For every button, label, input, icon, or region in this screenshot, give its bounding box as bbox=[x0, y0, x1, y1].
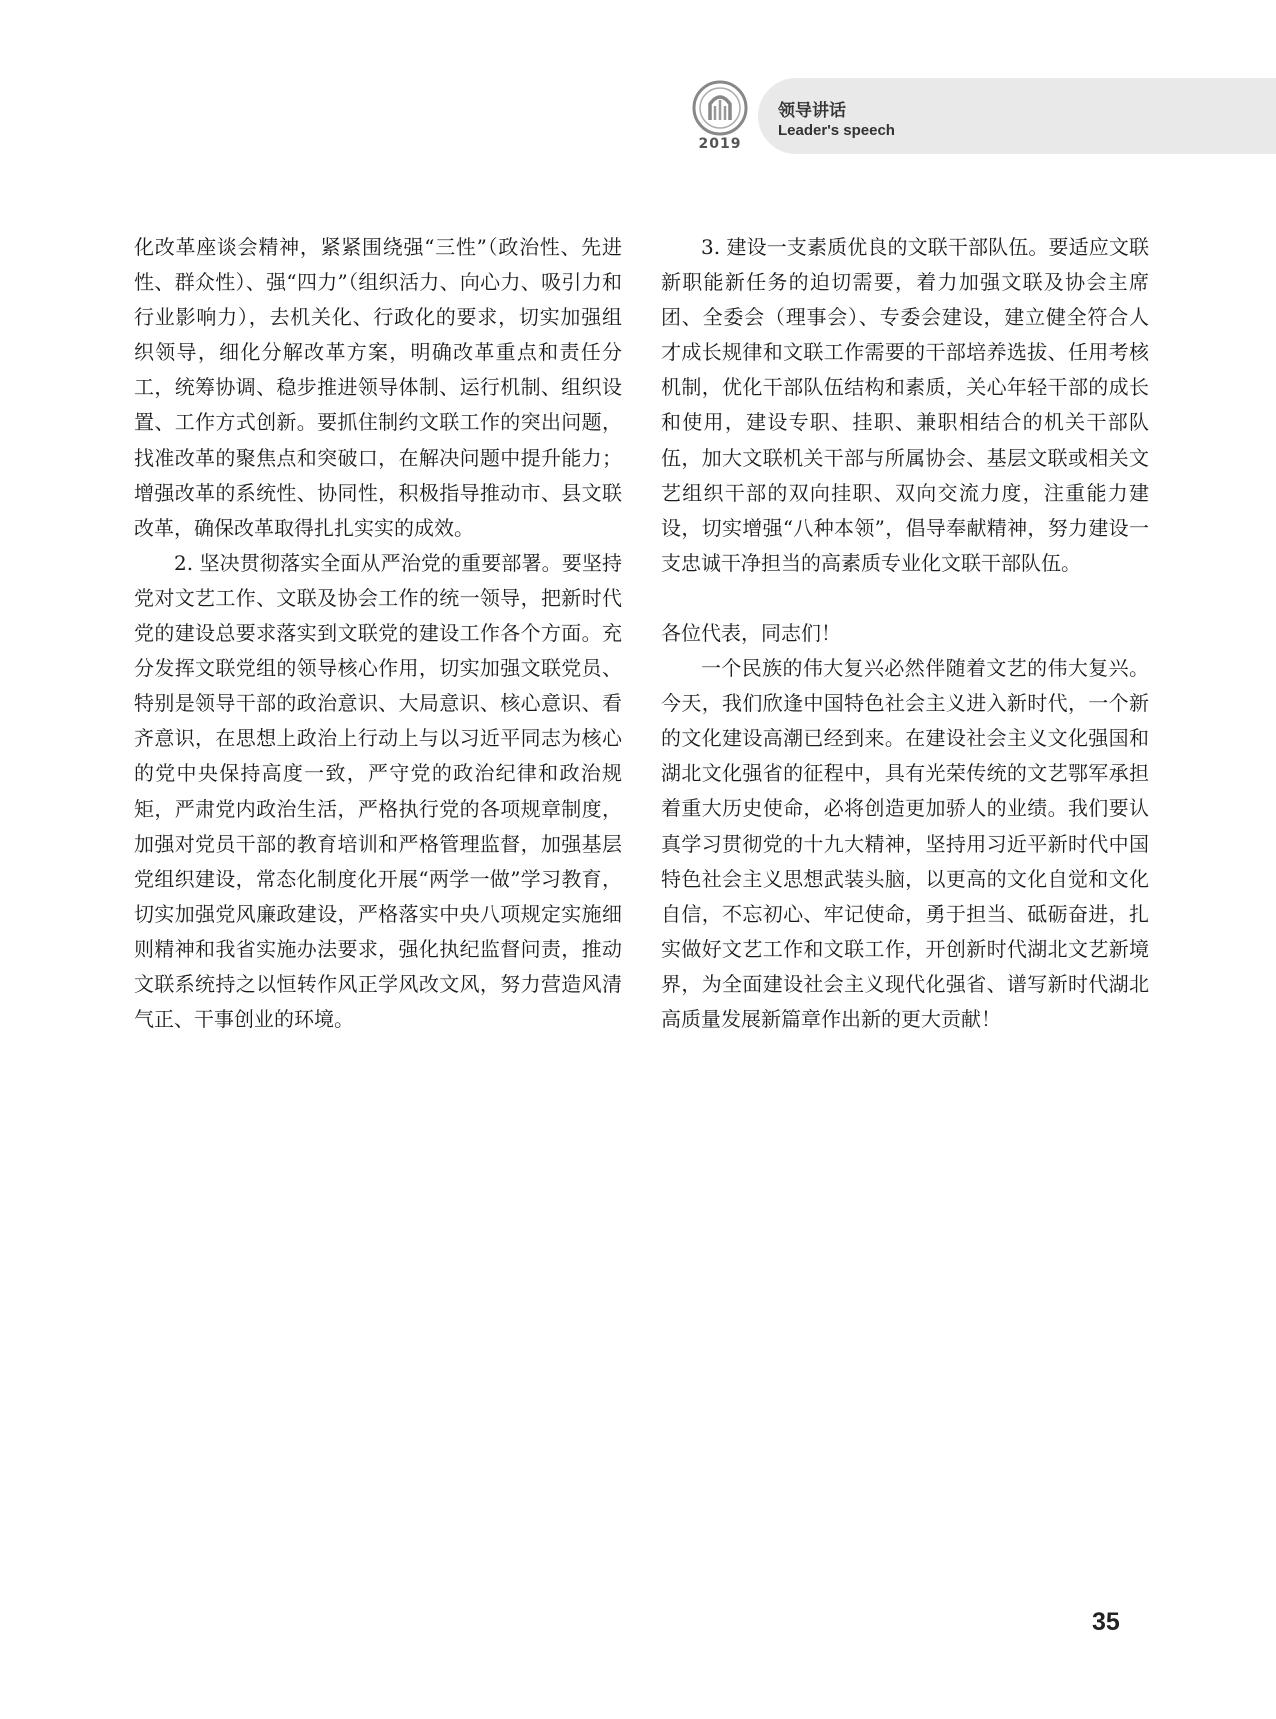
right-column bbox=[661, 230, 1149, 1037]
greeting-line: 各位代表，同志们！ bbox=[661, 620, 841, 645]
paragraph-gap bbox=[661, 581, 1149, 616]
left-paragraph-continuation: 化改革座谈会精神，紧紧围绕强“三性”（政治性、先进性、群众性）、强“四力”（组织活力、向心力、吸引力和行业影响力），去机关化、行政化的要求，切实加强组织领导，细化分解改革方案，明确改革重点和责任分工，统筹协调、稳步推进领导体制、运行机制、组织设置、工作方式创新。要抓住制约文联工作的突出问题，找准改革的聚焦点和突破口，在解决问题中提升能力；增强改革的系统性、协同性，积极指导推动市、县文联改革，确保改革取得扎扎实实的成效。 bbox=[134, 235, 622, 540]
section-title-cn: 领导讲话 bbox=[778, 101, 846, 121]
emblem-logo-icon bbox=[688, 78, 752, 142]
right-paragraph-item-3: 3. 建设一支素质优良的文联干部队伍。要适应文联新职能新任务的迫切需要，着力加强文联及协会主席团、全委会（理事会）、专委会建设，建立健全符合人才成长规律和文联工作需要的干部培养选拔、任用考核机制，优化干部队伍结构和素质，关心年轻干部的成长和使用，建设专职、挂职、兼职相结合的机关干部队伍，加大文联机关干部与所属协会、基层文联或相关文艺组织干部的双向挂职、双向交流力度，注重能力建设，切实增强“八种本领”，倡导奉献精神，努力建设一支忠诚干净担当的高素质专业化文联干部队伍。 bbox=[661, 235, 1149, 575]
left-paragraph-item-2: 2. 坚决贯彻落实全面从严治党的重要部署。要坚持党对文艺工作、文联及协会工作的统一领导，把新时代党的建设总要求落实到文联党的建设工作各个方面。充分发挥文联党组的领导核心作用，切实加强文联党员、特别是领导干部的政治意识、大局意识、核心意识、看齐意识，在思想上政治上行动上与以习近平同志为核心的党中央保持高度一致，严守党的政治纪律和政治规矩，严肃党内政治生活，严格执行党的各项规章制度，加强对党员干部的教育培训和严格管理监督，加强基层党组织建设，常态化制度化开展“两学一做”学习教育，切实加强党风廉政建设，严格落实中央八项规定实施细则精神和我省实施办法要求，强化执纪监督问责，推动文联系统持之以恒转作风正学风改文风，努力营造风清气正、干事创业的环境。 bbox=[134, 550, 622, 1032]
right-paragraph-closing: 一个民族的伟大复兴必然伴随着文艺的伟大复兴。今天，我们欣逢中国特色社会主义进入新时代，一个新的文化建设高潮已经到来。在建设社会主义文化强国和湖北文化强省的征程中，具有光荣传统的文艺鄂军承担着重大历史使命，必将创造更加骄人的业绩。我们要认真学习贯彻党的十九大精神，坚持用习近平新时代中国特色社会主义思想武装头脑，以更高的文化自觉和文化自信，不忘初心、牢记使命，勇于担当、砥砺奋进，扎实做好文艺工作和文联工作，开创新时代湖北文艺新境界，为全面建设社会主义现代化强省、谱写新时代湖北高质量发展新篇章作出新的更大贡献！ bbox=[661, 656, 1149, 1031]
issue-year: 2019 bbox=[698, 136, 742, 152]
section-title-en: Leader's speech bbox=[778, 122, 895, 139]
left-column bbox=[134, 230, 622, 1037]
page-number: 35 bbox=[1092, 1608, 1120, 1636]
